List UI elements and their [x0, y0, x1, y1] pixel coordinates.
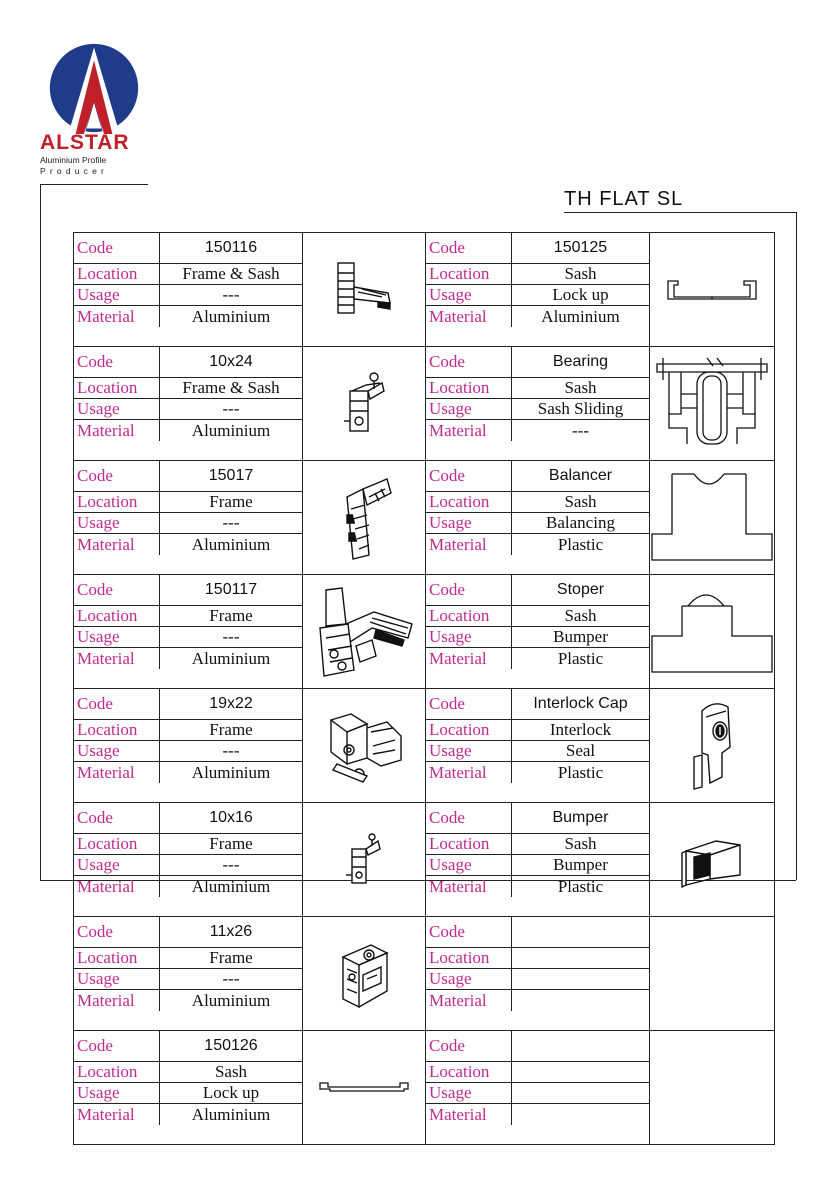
left-part-drawing	[303, 1031, 426, 1145]
corner-joint-icon	[312, 584, 416, 680]
left-material-value: Aluminium	[191, 876, 271, 896]
right-spec	[426, 461, 650, 575]
left-part-drawing	[303, 461, 426, 575]
left-location-value: Frame & Sash	[182, 378, 280, 397]
title-underline	[564, 212, 796, 213]
right-location-value: Interlock	[549, 720, 612, 739]
right-usage-value: Bumper	[553, 855, 608, 874]
label-material: Material	[77, 420, 135, 440]
label-location: Location	[77, 492, 138, 511]
label-material: Material	[429, 420, 487, 440]
right-usage-value: Bumper	[553, 627, 608, 646]
left-material-value: Aluminium	[191, 990, 271, 1010]
left-part-drawing	[303, 233, 426, 347]
label-material: Material	[77, 876, 135, 896]
alstar-logo-icon	[48, 42, 140, 134]
right-spec	[426, 917, 650, 1031]
left-spec	[74, 461, 303, 575]
left-material-value: Aluminium	[191, 762, 271, 782]
right-part-drawing	[650, 1031, 775, 1145]
part-row	[74, 1031, 775, 1145]
label-code: Code	[429, 694, 465, 713]
label-code: Code	[429, 1036, 465, 1055]
label-location: Location	[429, 948, 490, 967]
label-usage: Usage	[429, 969, 472, 988]
right-location-value: Sash	[564, 492, 597, 511]
right-location-value: Sash	[564, 264, 597, 283]
right-material-value: Aluminium	[541, 306, 620, 326]
part-row	[74, 461, 775, 575]
label-material: Material	[77, 648, 135, 668]
right-material-value: ---	[572, 420, 589, 440]
label-location: Location	[429, 378, 490, 397]
label-material: Material	[429, 990, 487, 1010]
left-location-value: Frame	[209, 606, 253, 625]
label-material: Material	[77, 534, 135, 554]
label-location: Location	[77, 1062, 138, 1081]
label-material: Material	[77, 306, 135, 326]
right-material-value: Plastic	[557, 534, 604, 554]
left-spec	[74, 689, 303, 803]
right-part-drawing	[650, 461, 775, 575]
part-row	[74, 575, 775, 689]
part-row	[74, 689, 775, 803]
right-usage-value: Balancing	[546, 513, 615, 532]
label-material: Material	[77, 1104, 135, 1124]
left-spec	[74, 575, 303, 689]
right-part-drawing	[650, 347, 775, 461]
label-material: Material	[429, 762, 487, 782]
label-usage: Usage	[429, 285, 472, 304]
left-usage-value: ---	[222, 969, 240, 988]
left-part-drawing	[303, 917, 426, 1031]
right-part-drawing	[650, 233, 775, 347]
right-material-value: Plastic	[557, 762, 604, 782]
brand-name: ALSTAR	[40, 131, 130, 154]
right-code-value: 150125	[553, 239, 608, 256]
left-location-value: Sash	[214, 1062, 248, 1081]
left-code-value: 150117	[204, 581, 258, 598]
right-part-drawing	[650, 917, 775, 1031]
right-location-value: Sash	[564, 378, 597, 397]
right-code-value: Bumper	[552, 809, 609, 826]
label-usage: Usage	[77, 285, 120, 304]
frame-left-edge	[40, 184, 41, 880]
label-code: Code	[77, 580, 113, 599]
clamp-connector-icon	[323, 706, 405, 786]
right-part-drawing	[650, 689, 775, 803]
left-material-value: Aluminium	[191, 1104, 271, 1124]
left-usage-value: ---	[222, 741, 240, 760]
frame-rule	[40, 184, 148, 185]
left-spec	[74, 917, 303, 1031]
left-location-value: Frame	[209, 948, 253, 967]
left-location-value: Frame	[209, 720, 253, 739]
right-spec	[426, 347, 650, 461]
corner-cleat-icon	[332, 259, 396, 321]
left-spec	[74, 347, 303, 461]
label-code: Code	[77, 352, 113, 371]
right-material-value: Plastic	[557, 648, 604, 668]
label-usage: Usage	[77, 513, 120, 532]
label-material: Material	[429, 306, 487, 326]
label-usage: Usage	[77, 969, 120, 988]
left-usage-value: ---	[222, 399, 240, 418]
left-material-value: Aluminium	[191, 648, 271, 668]
label-location: Location	[429, 264, 490, 283]
label-location: Location	[429, 720, 490, 739]
label-location: Location	[429, 606, 490, 625]
left-code-value: 150116	[204, 239, 258, 256]
label-location: Location	[77, 264, 138, 283]
right-code-value: Interlock Cap	[533, 695, 628, 712]
left-usage-value: Lock up	[202, 1083, 260, 1102]
label-usage: Usage	[77, 399, 120, 418]
left-material-value: Aluminium	[191, 306, 271, 326]
brand-tagline: Aluminium Profile	[40, 155, 107, 165]
interlock-cap-icon	[688, 697, 736, 795]
right-spec	[426, 233, 650, 347]
label-location: Location	[77, 378, 138, 397]
label-usage: Usage	[429, 855, 472, 874]
right-location-value: Sash	[564, 834, 597, 853]
label-material: Material	[429, 648, 487, 668]
left-location-value: Frame	[209, 834, 253, 853]
label-code: Code	[77, 238, 113, 257]
left-part-drawing	[303, 347, 426, 461]
label-material: Material	[429, 1104, 487, 1124]
label-location: Location	[429, 1062, 490, 1081]
left-usage-value: ---	[222, 855, 240, 874]
right-location-value: Sash	[564, 606, 597, 625]
right-spec	[426, 1031, 650, 1145]
left-code-value: 150126	[204, 1037, 258, 1054]
label-code: Code	[77, 1036, 113, 1055]
left-location-value: Frame	[209, 492, 253, 511]
label-usage: Usage	[429, 627, 472, 646]
right-usage-value: Sash Sliding	[537, 399, 624, 418]
left-material-value: Aluminium	[191, 420, 271, 440]
channel-profile-icon	[664, 277, 760, 303]
label-material: Material	[429, 876, 487, 896]
right-part-drawing	[650, 803, 775, 917]
label-code: Code	[429, 352, 465, 371]
label-location: Location	[429, 834, 490, 853]
small-bracket-icon	[344, 829, 384, 891]
right-spec	[426, 689, 650, 803]
label-usage: Usage	[77, 741, 120, 760]
left-spec	[74, 1031, 303, 1145]
right-code-value: Stoper	[556, 581, 605, 598]
right-usage-value: Lock up	[552, 285, 609, 304]
left-location-value: Frame & Sash	[182, 264, 280, 283]
right-spec	[426, 803, 650, 917]
label-usage: Usage	[77, 627, 120, 646]
label-code: Code	[429, 466, 465, 485]
label-code: Code	[429, 808, 465, 827]
right-material-value: Plastic	[557, 876, 604, 896]
angle-connector-icon	[335, 475, 393, 561]
label-code: Code	[429, 922, 465, 941]
label-location: Location	[77, 948, 138, 967]
left-part-drawing	[303, 803, 426, 917]
label-usage: Usage	[77, 1083, 120, 1102]
right-part-drawing	[650, 575, 775, 689]
label-code: Code	[77, 466, 113, 485]
label-code: Code	[77, 922, 113, 941]
bolt-bracket-icon	[335, 935, 393, 1013]
right-usage-value: Seal	[565, 741, 596, 760]
roller-bearing-icon	[653, 354, 771, 454]
flat-profile-icon	[316, 1077, 412, 1099]
part-row	[74, 917, 775, 1031]
left-code-value: 15017	[208, 467, 254, 484]
label-location: Location	[77, 834, 138, 853]
label-usage: Usage	[429, 513, 472, 532]
stopper-profile-icon	[650, 586, 774, 678]
bumper-block-icon	[680, 829, 744, 891]
frame-right-edge	[796, 212, 797, 880]
left-usage-value: ---	[222, 513, 240, 532]
label-material: Material	[429, 534, 487, 554]
left-code-value: 10x16	[209, 809, 253, 826]
label-usage: Usage	[429, 741, 472, 760]
screw-bracket-icon	[340, 369, 388, 439]
right-spec	[426, 575, 650, 689]
balancer-profile-icon	[650, 468, 774, 568]
left-part-drawing	[303, 689, 426, 803]
label-code: Code	[77, 808, 113, 827]
label-usage: Usage	[429, 399, 472, 418]
left-spec	[74, 233, 303, 347]
left-material-value: Aluminium	[191, 534, 271, 554]
label-code: Code	[429, 238, 465, 257]
label-location: Location	[429, 492, 490, 511]
part-row	[74, 803, 775, 917]
label-location: Location	[77, 606, 138, 625]
part-row	[74, 347, 775, 461]
label-material: Material	[77, 990, 135, 1010]
right-code-value: Balancer	[548, 467, 613, 484]
left-part-drawing	[303, 575, 426, 689]
left-usage-value: ---	[222, 627, 240, 646]
left-spec	[74, 803, 303, 917]
left-code-value: 19x22	[209, 695, 253, 712]
left-code-value: 11x26	[209, 923, 253, 940]
brand-tagline-producer: Producer	[40, 166, 109, 176]
label-code: Code	[429, 580, 465, 599]
label-usage: Usage	[77, 855, 120, 874]
right-code-value: Bearing	[552, 353, 609, 370]
part-row	[74, 233, 775, 347]
page-title: TH FLAT SL	[564, 188, 684, 210]
label-usage: Usage	[429, 1083, 472, 1102]
left-usage-value: ---	[222, 285, 240, 304]
parts-table	[73, 232, 775, 1145]
label-location: Location	[77, 720, 138, 739]
label-code: Code	[77, 694, 113, 713]
label-material: Material	[77, 762, 135, 782]
left-code-value: 10x24	[209, 353, 253, 370]
